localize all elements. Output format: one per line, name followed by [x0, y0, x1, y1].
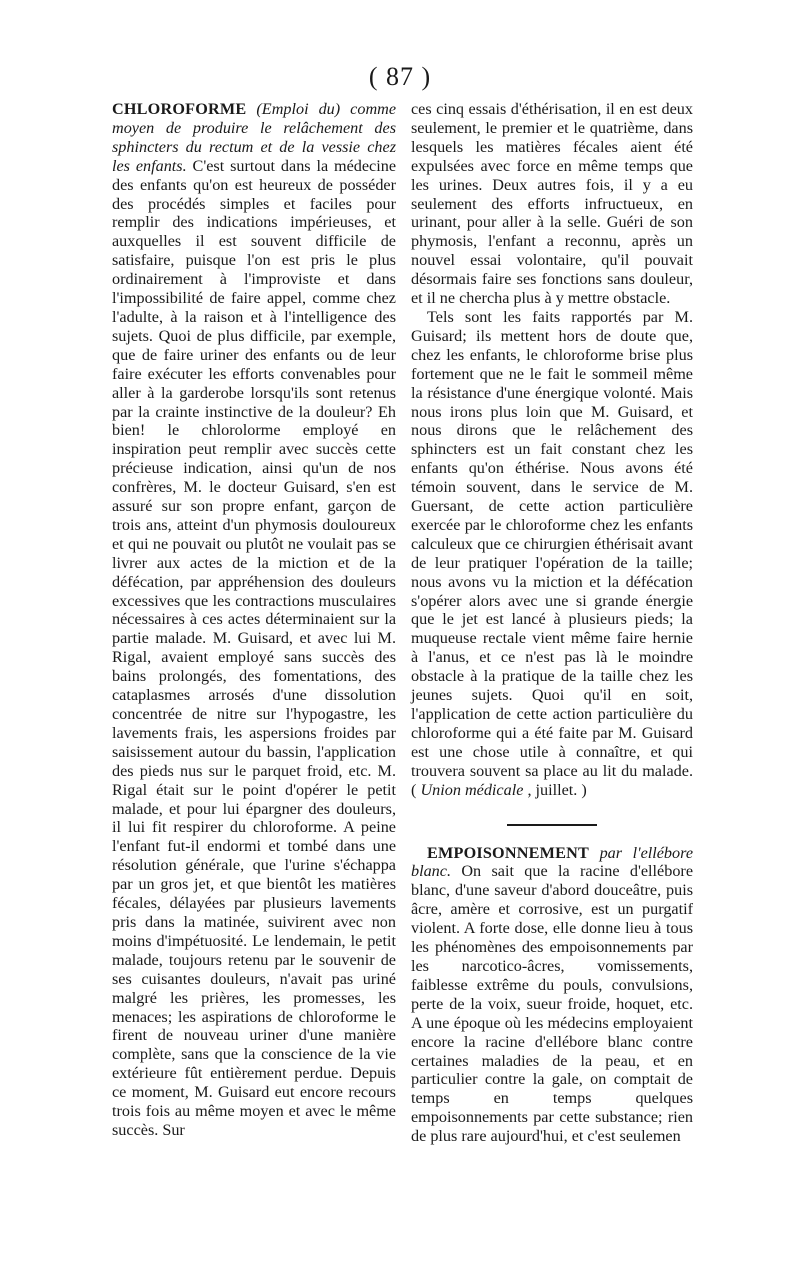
right-column — [411, 100, 693, 1146]
entry-body: C'est surtout dans la médecine des enfants qu'on est heureux de posséder des procédés simples et faciles pour remplir des indications impérieuses, et auxquelles il est souvent difficile de satisfaire, puisque l'on est pris le plus ordinairement à l'improviste et dans l'impossibilité de faire appel, comme chez l'adulte, à la raison et à l'intelligence des sujets. Quoi de plus difficile, par exemple, que de faire uriner des enfants ou de leur faire exécuter les efforts convenables pour aller à la garderobe lorsqu'ils sont retenus par la crainte instinctive de la douleur? Eh bien! le chlorolorme employé en inspiration peut remplir avec succès cette précieuse indication, ainsi qu'un de nos confrères, M. le docteur Guisard, s'en est assuré sur son propre enfant, garçon de trois ans, atteint d'un phymosis douloureux et qui ne pouvait ou plutôt ne voulait pas se livrer aux actes de la miction et de la défécation, par appréhension des douleurs excessives que les contractions musculaires nécessaires à ces actes déterminaient sur la partie malade. M. Guisard, et avec lui M. Rigal, avaient employé sans succès des bains prolongés, des fomentations, des cataplasmes arrosés d'une dissolution concentrée de nitre sur l'hypogastre, les lavements frais, les aspersions froides par saisissement autour du bassin, l'application des pieds nus sur le parquet froid, etc. M. Rigal était sur le point d'opérer le petit malade, et pour lui épargner des douleurs, il lui fit respirer du chloroforme. A peine l'enfant fut-il endormi et tombé dans une résolution générale, que l'urine s'échappa par un gros jet, et que bientôt les matières fécales, délayées par plusieurs lavements pris dans la matinée, suivirent avec non moins d'impétuosité. Le lendemain, le petit malade, toujours retenu par le souvenir de ses cuisantes douleurs, n'avait pas uriné malgré les prières, les promesses, les menaces; les aspirations de chloroforme le firent de nouveau uriner d'une manière complète, sans que la conscience de la vie extérieure fût entièrement perdue. Depuis ce moment, M. Guisard eut encore recours trois fois au même moyen et avec le même succès. Sur — [112, 156, 397, 1139]
entry-subtitle: (Emploi du) comme moyen de produire le relâchement des sphincters du rectum et de la vessie chez les enfants. — [112, 100, 397, 175]
empoisonnement-entry — [411, 844, 693, 1147]
journal-reference: Union médicale — [420, 780, 524, 799]
entry-headword-2: EMPOISONNEMENT — [427, 843, 589, 862]
entry-body-2: On sait que la racine d'ellébore blanc, d'une saveur d'abord douceâtre, puis âcre, amère et corrosive, est un purgatif violent. A forte dose, elle donne lieu à tous les phénomènes des empoisonnements par les narcotico-âcres, vomissements, faiblesse extrême du pouls, convulsions, perte de la voix, sueur froide, hoquet, etc. A une époque où les médecins employaient encore la racine d'ellébore blanc contre certaines maladies de la peau, et en particulier contre la gale, on comptait de temps en temps quelques empoisonnements par cette substance; rien de plus rare aujourd'hui, et c'est seulemen — [411, 862, 694, 1146]
chloroforme-entry — [112, 100, 396, 1140]
left-column — [112, 100, 396, 1140]
summary-text: Tels sont les faits rapportés par M. Guisard; ils mettent hors de doute que, chez les enfants, le chloroforme brise plus fortement que ne le fait le sommeil même la résistance d'une énergique volonté. Mais nous irons plus loin que M. Guisard, et nous dirons que le relâchement des sphincters est un fait constant chez les enfants qu'on éthérise. Nous avons été témoin souvent, dans le service de M. Guersant, de cette action particulière exercée par le chloroforme chez les enfants calculeux que ce chirurgien éthérisait avant de leur pratiquer l'opération de la taille; nous avons vu la miction et la défécation s'opérer alors avec une si grande énergie que le jet est lancé à plusieurs pieds; la muqueuse rectale vient même faire hernie à l'anus, et ce n'est pas là le moindre obstacle à la pratique de la taille chez les jeunes sujets. Quoi qu'il en soit, l'application de cette action particulière du chloroforme qui a été faite par M. Guisard est une chose utile à connaître, et qui trouvera souvent sa place au lit du malade. ( — [411, 307, 693, 799]
summary-paragraph — [411, 308, 693, 800]
entry-separator — [507, 824, 597, 826]
continued-paragraph: ces cinq essais d'éthérisation, il en est deux seulement, le premier et le quatrième, dans lesquels les matières fécales aient été expulsées avec force en même temps que les urines. Deux autres fois, il y a eu seulement des efforts infructueux, en urinant, pour aller à la selle. Guéri de son phymosis, l'enfant a reconnu, après un nouvel essai volontaire, qu'il pouvait désormais faire ses fonctions sans douleur, et il ne chercha plus à y mettre obstacle. — [411, 100, 693, 308]
entry-headword: CHLOROFORME — [112, 100, 247, 118]
entry-subtitle-2: par l'ellébore blanc. — [411, 843, 693, 881]
page-number: ( 87 ) — [368, 62, 432, 91]
reference-date: , juillet. ) — [527, 780, 587, 799]
